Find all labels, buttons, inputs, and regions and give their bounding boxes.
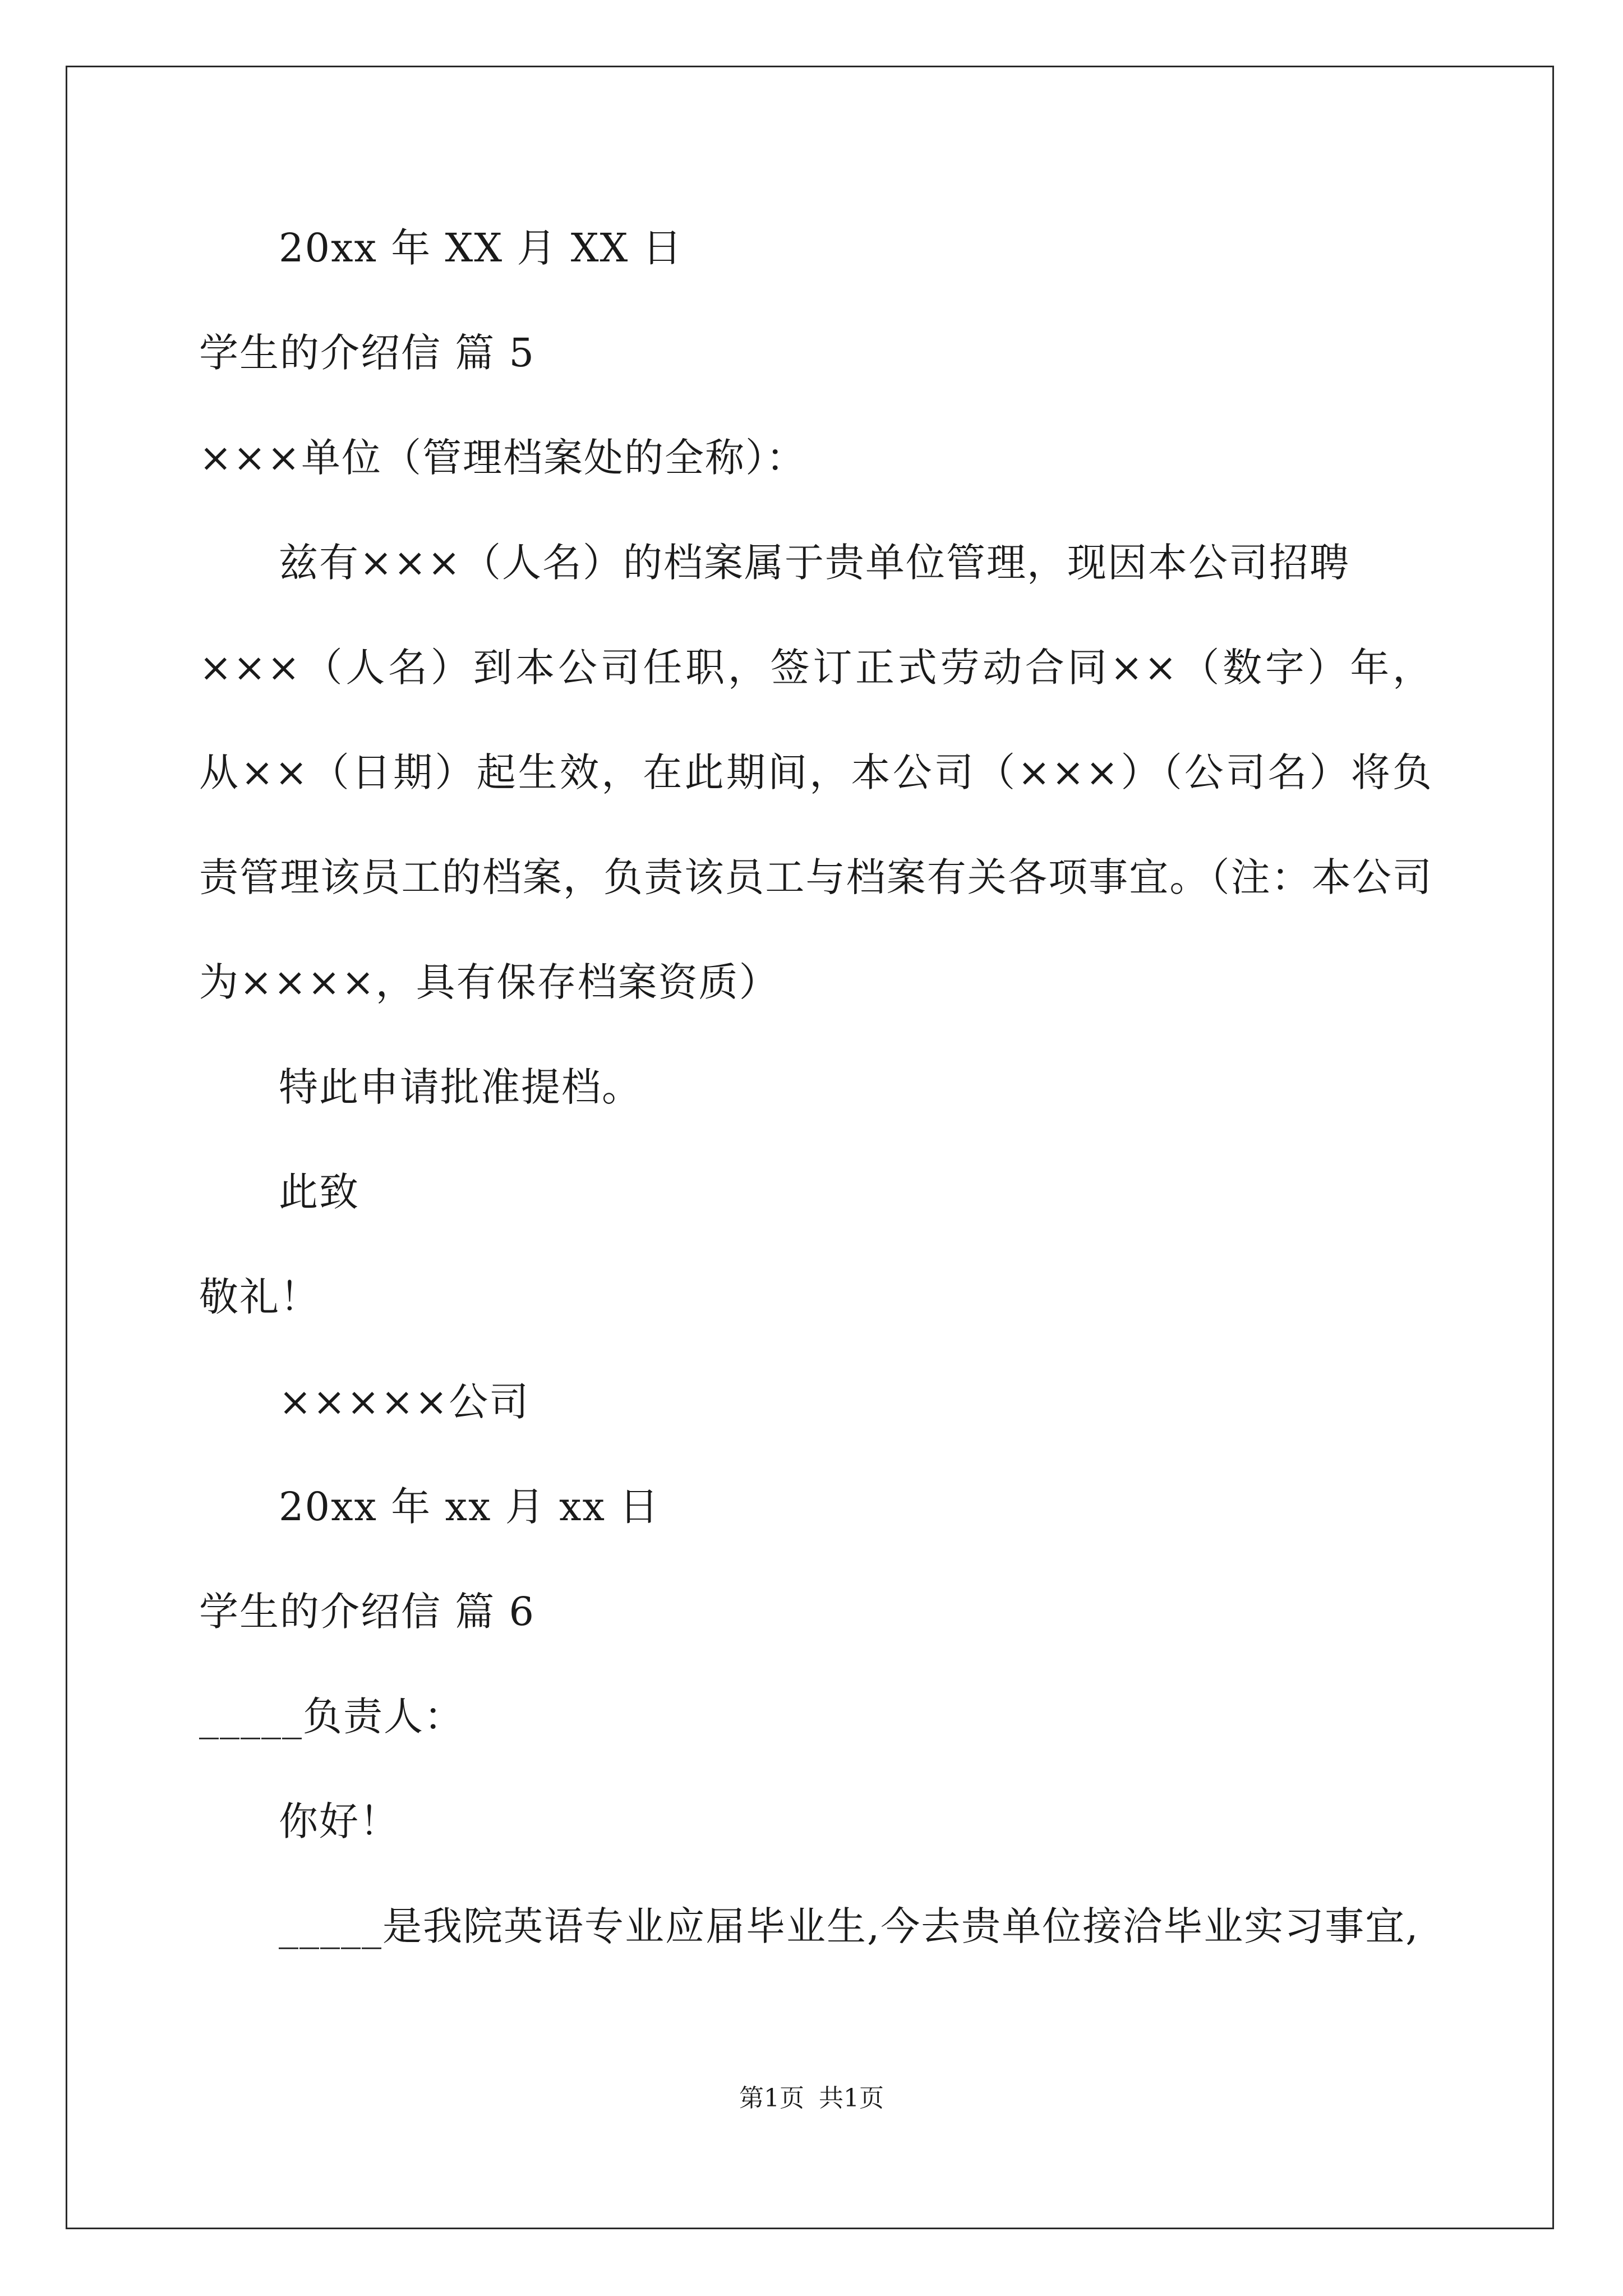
body-paragraph-line-4: 责管理该员工的档案，负责该员工与档案有关各项事宜。（注：本公司 xyxy=(199,854,1433,900)
date-line-2: 20xx 年 xx 月 xx 日 xyxy=(279,1484,660,1530)
regards-line: 敬礼！ xyxy=(199,1274,320,1320)
request-line: 特此申请批准提档。 xyxy=(279,1064,642,1110)
salutation-person: _____负责人： xyxy=(199,1694,464,1740)
body-paragraph-line-2: ×××（人名）到本公司任职，签订正式劳动合同××（数字）年， xyxy=(199,645,1433,691)
salutation-unit: ×××单位（管理档案处的全称）： xyxy=(199,435,806,481)
section-heading-5: 学生的介绍信 篇 5 xyxy=(199,330,536,376)
body-paragraph-line-3: 从××（日期）起生效，在此期间，本公司（×××）（公司名）将负 xyxy=(199,749,1433,795)
body-paragraph-line-5: 为××××，具有保存档案资质） xyxy=(199,959,780,1005)
date-line-1: 20xx 年 XX 月 XX 日 xyxy=(279,225,683,271)
closing-line: 此致 xyxy=(279,1169,359,1215)
greeting-line: 你好！ xyxy=(279,1798,400,1844)
page-footer: 第1页 共1页 xyxy=(739,2084,884,2113)
section-heading-6: 学生的介绍信 篇 6 xyxy=(199,1589,536,1635)
body-paragraph-line-1: 兹有×××（人名）的档案属于贵单位管理，现因本公司招聘 xyxy=(279,540,1350,586)
signature-company: ×××××公司 xyxy=(279,1379,530,1425)
body-line-6-1: _____是我院英语专业应届毕业生,今去贵单位接洽毕业实习事宜, xyxy=(279,1903,1419,1949)
